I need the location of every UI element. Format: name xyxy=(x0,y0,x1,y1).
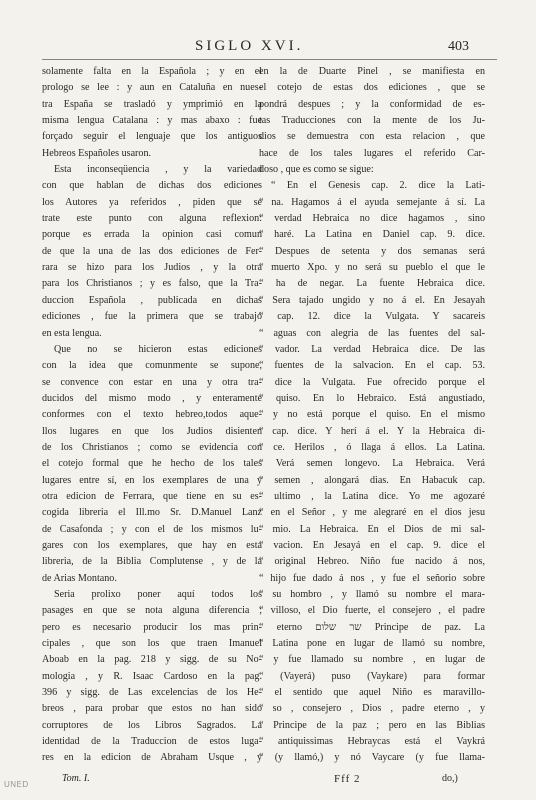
text-line: “ su hombro , y llamó su nombre el mara- xyxy=(259,589,485,600)
text-line: “ (y llamó,) y nó Vaycare (y fue llama- xyxy=(259,752,485,764)
text-line: Esta inconseqüencia , y la variedad xyxy=(54,164,262,176)
text-line: “ vador. La verdad Hebraica dice. De las xyxy=(259,343,485,355)
text-line: res en la edicion de Abraham Usque , y xyxy=(42,752,262,764)
text-line: “ ultimo , la Latina dice. Yo me agozaré xyxy=(259,490,485,502)
text-line: “ (Vayerá) puso (Vaykare) para formar xyxy=(259,670,485,682)
text-line: el cotejo formal que he hecho de los tales xyxy=(42,458,262,470)
text-line: “ en el Señor , y me alegraré en el dios jesu xyxy=(259,507,485,519)
text-line: lugares entre sí, en los exemplares de una y xyxy=(42,474,262,486)
text-line: cogida libreria el Ill.mo Sr. D.Manuel Lanz xyxy=(42,507,262,519)
text-line: “ cap. dice. Y herí á el. Y la Hebraica di- xyxy=(259,425,485,437)
text-line: dios se demuestra con esta relacion , que xyxy=(259,131,485,143)
text-line: tas Traducciones con la mente de los Ju- xyxy=(259,115,485,127)
text-line: “ quiso. En lo Hebraico. Está angustiado, xyxy=(259,392,485,404)
text-line: “ muerto Xpo. y no será su pueblo el que le xyxy=(259,262,485,274)
text-line: forçado seguir el lenguaje que los antiguos xyxy=(42,131,262,143)
text-line: breos , para probar que estos no han sido xyxy=(42,703,262,715)
left-column xyxy=(42,64,262,767)
text-line: Que no se hicieron estas ediciones xyxy=(54,343,262,355)
running-head xyxy=(0,38,536,54)
text-line: de Casafonda ; y con el de los mismos lu- xyxy=(42,523,262,535)
text-line: los Autores ya referidos , piden que se xyxy=(42,196,262,208)
text-line: con que hablan de dichas dos ediciones xyxy=(42,180,262,192)
text-line: Aboab en la pag. 218 y sigg. de su No- xyxy=(42,654,262,666)
text-line: “ na. Hagamos á el ayuda semejante á sí. La xyxy=(259,196,485,208)
text-line: duccion Española , publicada en dichas xyxy=(42,294,262,306)
text-line: de que la una de las dos ediciones de Fer- xyxy=(42,245,262,257)
text-line: corruptores de los Libros Sagrados. La xyxy=(42,719,262,731)
page-footer xyxy=(42,773,497,787)
text-line: “ villoso, el Dio fuerte, el consejero , el padre xyxy=(259,605,485,617)
text-line: gares con los exemplares, que hay en esta xyxy=(42,539,262,551)
text-line: de Arias Montano. xyxy=(42,572,117,584)
text-line: pero es necesario producir los mas prin- xyxy=(42,621,262,633)
library-watermark: UNED xyxy=(4,780,29,789)
text-line: pasages en que se nota alguna diferencia ; xyxy=(42,605,262,617)
text-line: “ el sentido que aquel Niño es maravillo- xyxy=(259,687,485,699)
text-line: “ dice la Vulgata. Fue ofrecido porque el xyxy=(259,376,485,388)
text-line: identidad de la Traduccion de estos luga- xyxy=(42,736,262,748)
text-line: misma lengua Catalana : y mas abaxo : fue xyxy=(42,115,262,127)
volume-mark: Tom. I. xyxy=(62,773,90,784)
text-line: otra edicion de Ferrara, que tiene en su es- xyxy=(42,490,262,502)
right-column xyxy=(259,64,485,767)
text-line: el cotejo de estas dos ediciones , que se xyxy=(259,82,485,94)
text-line: cipales , que son los que traen Imanuel xyxy=(42,638,262,650)
catchword: do,) xyxy=(442,773,458,784)
text-line: “ Despues de setenta y dos semanas será xyxy=(259,245,485,257)
text-line: conformes con el texto hebreo,todos aque- xyxy=(42,409,262,421)
text-line: libreria, de la Biblia Complutense , y de la xyxy=(42,556,262,568)
text-line: Hebreos Españoles usaron. xyxy=(42,147,152,159)
text-line: pondrá despues ; y la conformidad de es- xyxy=(259,98,485,110)
text-line: ducidos del mismo modo , y enteramente xyxy=(42,392,262,404)
text-line: en esta lengua. xyxy=(42,327,102,339)
text-line: mologia , y R. Isaac Cardoso en la pag. xyxy=(42,670,262,682)
text-line: en la de Duarte Pinel , se manifiesta en xyxy=(259,66,485,77)
text-line: “ y fue llamado su nombre , en lugar de xyxy=(259,654,485,666)
text-line: ediciones , fue la primera que se trabajó xyxy=(42,311,262,323)
text-line: llos lugares en que los Judios disienten xyxy=(42,425,262,437)
text-line: con la idea que comunmente se supone, xyxy=(42,360,262,372)
text-line: prologo se lee : y aun en Cataluña en nues- xyxy=(42,82,262,94)
text-line: hace de los tales lugares el referido Car- xyxy=(259,147,485,159)
text-line: “ verdad Hebraica no dice hagamos , sino xyxy=(259,213,485,225)
text-line: porque es errada la opinion casi comun xyxy=(42,229,262,241)
text-line: de los Christianos ; como se evidencia con xyxy=(42,441,262,453)
text-line: “ eterno שר שלום Principe de paz. La xyxy=(259,621,485,633)
page-number: 403 xyxy=(448,39,469,54)
text-line: “ Sera tajado ungido y no á el. En Jesayah xyxy=(259,294,485,306)
text-line: para los Christianos ; y es falso, que la Tra- xyxy=(42,278,262,290)
text-line: “ Principe de la paz ; pero en las Biblias xyxy=(259,719,485,731)
text-line: “ En el Genesis cap. 2. dice la Lati- xyxy=(271,180,485,192)
text-line: “ antiquissimas Hebraycas está el Vaykrá xyxy=(259,736,485,748)
text-line: “ cap. 12. dice la Vulgata. Y sacareis xyxy=(259,311,485,323)
text-line: doso , que es como se sigue: xyxy=(259,164,374,176)
text-line: “ so , consejero , Dios , padre eterno , y xyxy=(259,703,485,715)
text-line: “ ha de negar. La fuente Hebraica dice. xyxy=(259,278,485,290)
text-line: “ semen , alongará dias. En Habacuk cap. xyxy=(259,474,485,486)
text-line: trate este punto con alguna reflexion: xyxy=(42,213,262,225)
text-line: “ original Hebreo. Niño fue nacido á nos, xyxy=(259,556,485,568)
signature-mark: Fff 2 xyxy=(334,773,361,785)
text-line: rara se hizo para los Judios , y la otra xyxy=(42,262,262,274)
text-line: “ fuentes de la salvacion. En el cap. 53. xyxy=(259,360,485,372)
text-line: Seria prolixo poner aquí todos los xyxy=(54,589,262,600)
text-line: se convence con estar en una y otra tra- xyxy=(42,376,262,388)
text-line: “ vacion. En Jesayá en el cap. 9. dice el xyxy=(259,539,485,551)
running-title: SIGLO XVI. xyxy=(195,38,304,54)
text-line: 396 y sigg. de Las excelencias de los He- xyxy=(42,687,262,699)
text-line: “ Verá semen longevo. La Hebraica. Verá xyxy=(259,458,485,470)
text-line: “ haré. La Latina en Daniel cap. 9. dice. xyxy=(259,229,485,241)
text-line: “ hijo fue dado á nos , y fue el señorio sobre xyxy=(259,572,485,584)
text-line: “ mio. La Hebraica. En el Dios de mi sal- xyxy=(259,523,485,535)
text-line: “ ce. Herilos , ó llaga á ellos. La Latina. xyxy=(259,441,485,453)
text-line: “ y no está porque el quiso. En el mismo xyxy=(259,409,485,421)
text-line: “ aguas con alegria de las fuentes del sal- xyxy=(259,327,485,339)
text-line: tra España se trasladó y ymprimió en la xyxy=(42,98,262,110)
header-rule xyxy=(42,59,497,60)
text-line: solamente falta en la Española ; y en el xyxy=(42,66,262,77)
text-line: “ Latina pone en lugar de llamó su nombre, xyxy=(259,638,485,650)
